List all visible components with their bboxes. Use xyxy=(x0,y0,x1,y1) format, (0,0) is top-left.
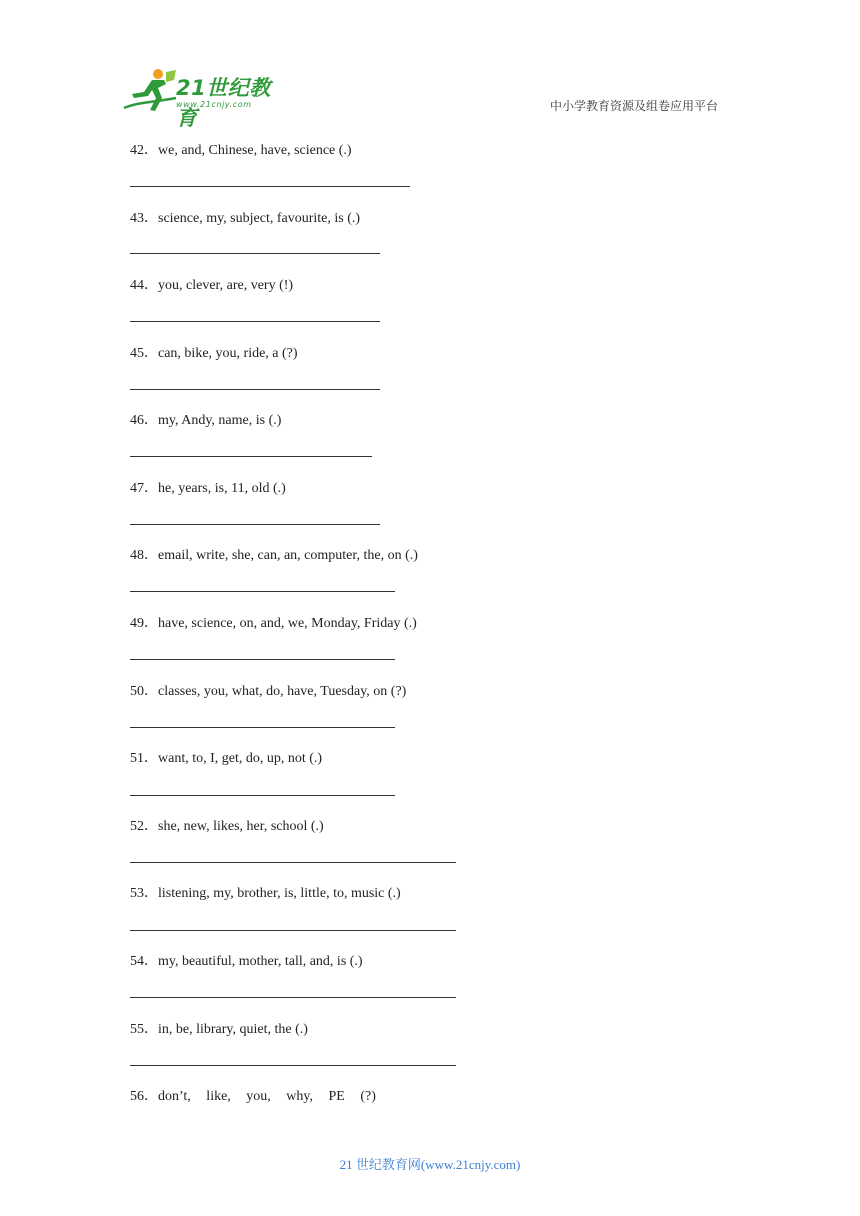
question-47: 47．he, years, is, 11, old (.) xyxy=(130,481,286,496)
site-logo xyxy=(122,68,292,130)
question-50: 50．classes, you, what, do, have, Tuesday, on (?) xyxy=(130,684,407,699)
question-43: 43．science, my, subject, favourite, is (.) xyxy=(130,211,361,226)
answer-line-54[interactable] xyxy=(130,997,456,998)
answer-line-43[interactable] xyxy=(130,253,380,254)
page-header xyxy=(0,0,860,130)
answer-line-55[interactable] xyxy=(130,1065,456,1066)
answer-line-46[interactable] xyxy=(130,456,372,457)
answer-line-47[interactable] xyxy=(130,524,380,525)
question-54: 54．my, beautiful, mother, tall, and, is (.) xyxy=(130,954,363,969)
question-52: 52．she, new, likes, her, school (.) xyxy=(130,819,324,834)
logo-text: 21世纪教育 xyxy=(176,76,271,130)
answer-line-52[interactable] xyxy=(130,862,456,863)
answer-line-51[interactable] xyxy=(130,795,395,796)
question-56: 56．don’t, like, you, why, PE (?) xyxy=(130,1089,376,1104)
question-48: 48．email, write, she, can, an, computer, the, on (.) xyxy=(130,548,418,563)
question-46: 46．my, Andy, name, is (.) xyxy=(130,413,282,428)
logo-url: www.21cnjy.com xyxy=(176,100,252,109)
question-53: 53．listening, my, brother, is, little, to, music (.) xyxy=(130,886,401,901)
answer-line-53[interactable] xyxy=(130,930,456,931)
answer-line-45[interactable] xyxy=(130,389,380,390)
question-45: 45．can, bike, you, ride, a (?) xyxy=(130,346,298,361)
answer-line-50[interactable] xyxy=(130,727,395,728)
question-42: 42．we, and, Chinese, have, science (.) xyxy=(130,143,352,158)
question-49: 49．have, science, on, and, we, Monday, Friday (.) xyxy=(130,616,417,631)
answer-line-49[interactable] xyxy=(130,659,395,660)
answer-line-48[interactable] xyxy=(130,591,395,592)
answer-line-42[interactable] xyxy=(130,186,410,187)
answer-line-44[interactable] xyxy=(130,321,380,322)
question-44: 44．you, clever, are, very (!) xyxy=(130,278,294,293)
header-platform-text: 中小学教育资源及组卷应用平台 xyxy=(550,99,719,113)
running-figure-icon xyxy=(122,68,178,114)
page-footer: 21 世纪教育网(www.21cnjy.com) xyxy=(339,1157,521,1172)
question-51: 51．want, to, I, get, do, up, not (.) xyxy=(130,751,323,766)
question-55: 55．in, be, library, quiet, the (.) xyxy=(130,1022,308,1037)
